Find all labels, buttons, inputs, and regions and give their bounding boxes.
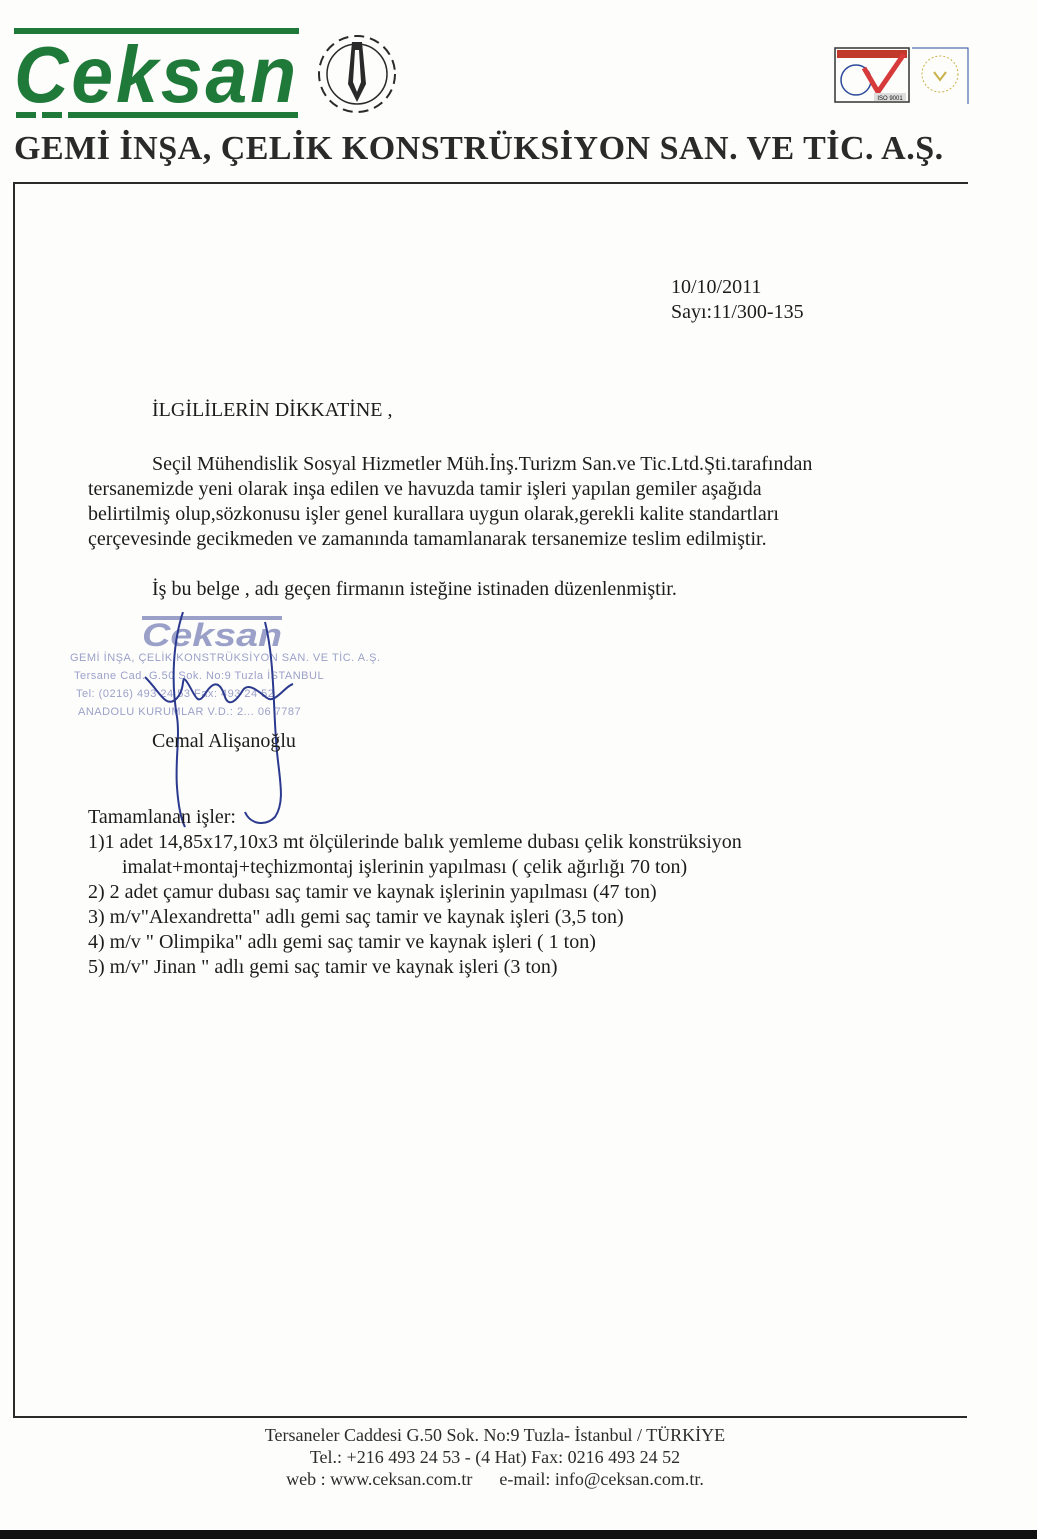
frame-left-rule	[13, 182, 15, 1418]
company-logo	[14, 28, 404, 120]
frame-bottom-rule	[13, 1416, 967, 1418]
company-name: GEMİ İNŞA, ÇELİK KONSTRÜKSİYON SAN. VE TİC. A.Ş.	[14, 130, 944, 167]
attention-line: İLGİLİLERİN DİKKATİNE ,	[152, 399, 393, 421]
works-item: 2) 2 adet çamur dubası saç tamir ve kaynak işlerinin yapılması (47 ton)	[88, 881, 657, 903]
works-title: Tamamlanan işler:	[88, 806, 236, 828]
scan-edge	[0, 1530, 1037, 1539]
footer	[0, 1424, 990, 1490]
iso-label: ISO 9001	[877, 96, 903, 102]
frame-top-rule	[13, 182, 968, 184]
signer-name: Cemal Alişanoğlu	[152, 730, 296, 752]
footer-address: Tersaneler Caddesi G.50 Sok. No:9 Tuzla- İstanbul / TÜRKİYE	[264, 1425, 726, 1445]
letter-body	[88, 452, 898, 552]
body-line: belirtilmiş olup,sözkonusu işler genel kurallara uygun olarak,gerekli kalite standartları	[88, 503, 779, 525]
works-item: 1)1 adet 14,85x17,10x3 mt ölçülerinde balık yemleme dubası çelik konstrüksiyon	[88, 831, 742, 853]
footer-contact	[0, 1468, 990, 1490]
stamp-logo-text: Ceksan	[142, 617, 282, 648]
stamp-line: Tersane Cad. G.50 Sok. No:9 Tuzla İSTANBUL	[74, 670, 325, 682]
works-item: 5) m/v" Jinan " adlı gemi saç tamir ve kaynak işleri (3 ton)	[88, 956, 558, 978]
gear-anchor-icon	[319, 36, 395, 112]
works-item: 3) m/v"Alexandretta" adlı gemi saç tamir ve kaynak işleri (3,5 ton)	[88, 906, 624, 928]
iso-certificate-badge	[834, 46, 970, 106]
handwritten-signature	[125, 612, 325, 832]
body-line: tersanemizde yeni olarak inşa edilen ve havuzda tamir işleri yapılan gemiler aşağıda	[88, 478, 762, 500]
stamp-line: Tel: (0216) 493 24 53 Fax: 493 24 52	[76, 688, 275, 700]
footer-email: e-mail: info@ceksan.com.tr.	[499, 1469, 704, 1489]
issuance-note: İş bu belge , adı geçen firmanın isteğine istinaden düzenlenmiştir.	[152, 578, 677, 600]
footer-web: web : www.ceksan.com.tr	[286, 1469, 473, 1489]
letter-reference: Sayı:11/300-135	[671, 301, 804, 323]
letter-date: 10/10/2011	[671, 276, 762, 298]
date-block	[671, 275, 804, 325]
body-line: çerçevesinde gecikmeden ve zamanında tamamlanarak tersanemize teslim edilmiştir.	[88, 528, 767, 550]
body-line: Seçil Mühendislik Sosyal Hizmetler Müh.İnş.Turizm San.ve Tic.Ltd.Şti.tarafından	[152, 453, 813, 475]
footer-phone: Tel.: +216 493 24 53 - (4 Hat) Fax: 0216 493 24 52	[309, 1447, 681, 1467]
logo-wordmark: Ceksan	[14, 30, 299, 119]
stamp-line: ANADOLU KURUMLAR V.D.: 2... 06 7787	[78, 706, 302, 718]
completed-works	[88, 805, 742, 980]
works-item: 4) m/v " Olimpika" adlı gemi saç tamir ve kaynak işleri ( 1 ton)	[88, 931, 596, 953]
stamp-line: GEMİ İNŞA, ÇELİK KONSTRÜKSİYON SAN. VE TİC. A.Ş.	[70, 652, 381, 664]
works-item: imalat+montaj+teçhizmontaj işlerinin yapılması ( çelik ağırlığı 70 ton)	[122, 856, 688, 878]
